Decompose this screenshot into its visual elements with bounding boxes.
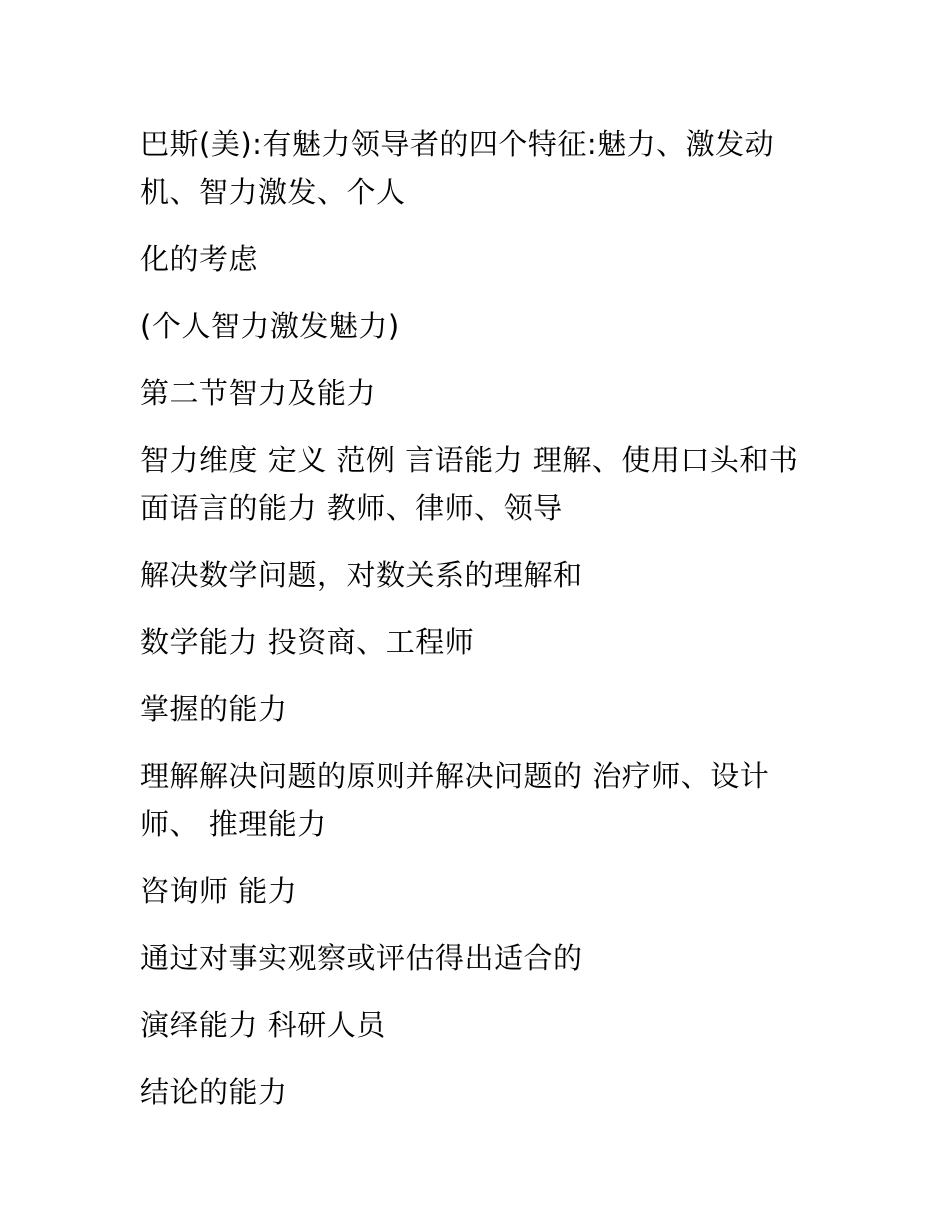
paragraph-charismatic-leader-traits: 巴斯(美):有魅力领导者的四个特征:魅力、激发动机、智力激发、个人: [140, 127, 775, 209]
paragraph-verbal-ability: 智力维度 定义 范例 言语能力 理解、使用口头和书面语言的能力 教师、律师、领导: [140, 443, 799, 525]
paragraph-deductive-definition-end: 结论的能力: [140, 1075, 288, 1109]
paragraph-deductive-ability: 演绎能力 科研人员: [140, 1008, 386, 1042]
paragraph-reasoning-ability-end: 咨询师 能力: [140, 874, 298, 908]
paragraph-math-ability: 数学能力 投资商、工程师: [140, 625, 475, 659]
paragraph-individualized-consideration: 化的考虑: [140, 242, 259, 276]
paragraph-math-definition: 解决数学问题，对数关系的理解和: [140, 558, 583, 592]
paragraph-math-definition-end: 掌握的能力: [140, 692, 288, 726]
paragraph-traits-summary: (个人智力激发魅力): [140, 309, 400, 343]
paragraph-reasoning-ability: 理解解决问题的原则并解决问题的 治疗师、设计师、 推理能力: [140, 759, 770, 841]
section-heading-intelligence-and-ability: 第二节智力及能力: [140, 376, 377, 410]
paragraph-deductive-definition: 通过对事实观察或评估得出适合的: [140, 941, 583, 975]
document-body: [140, 120, 808, 1135]
